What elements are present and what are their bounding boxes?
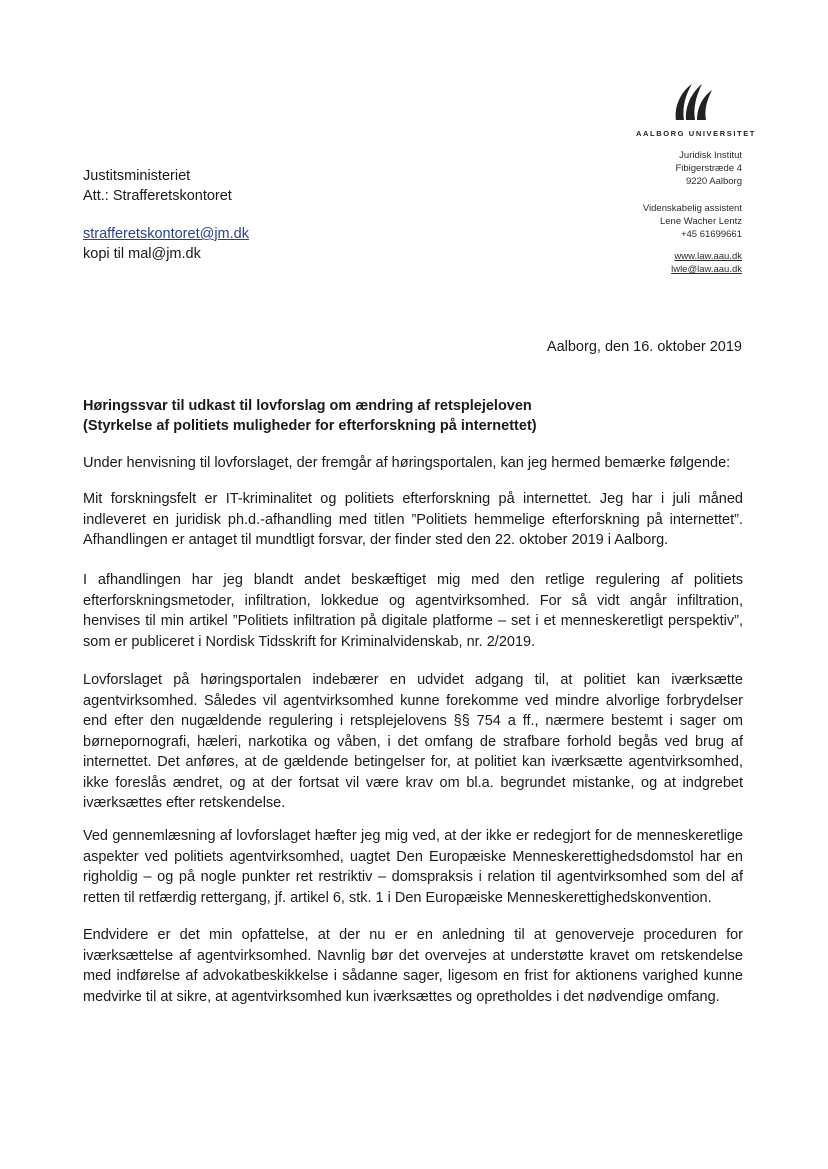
sender-email-link[interactable]: lwle@law.aau.dk	[671, 264, 742, 275]
website-link[interactable]: www.law.aau.dk	[674, 251, 742, 262]
recipient-email-link[interactable]: strafferetskontoret@jm.dk	[83, 226, 249, 242]
institute-name: Juridisk Institut	[679, 150, 742, 161]
institute-street: Fibigerstræde 4	[675, 163, 742, 174]
recipient-email-block	[83, 224, 249, 264]
letter-heading	[83, 396, 743, 436]
heading-line-1: Høringssvar til udkast til lovforslag om ændring af retsplejeloven	[83, 398, 532, 414]
sender-role: Videnskabelig assistent	[642, 203, 742, 214]
paragraph-3: I afhandlingen har jeg blandt andet beskæftiget mig med den retlige regulering af politiets efterforskningsmetoder, infiltration, lokkedue og agentvirksomhed. For så vidt angår infiltration, henvises til min artikel ”Politiets infiltration på digitale platforme – set i et menneskeretligt perspektiv”, som er publiceret i Nordisk Tidsskrift for Kriminalvidenskab, nr. 2/2019.	[83, 572, 743, 650]
institute-address	[560, 149, 742, 188]
sender-name: Lene Wacher Lentz	[659, 216, 742, 227]
university-name: AALBORG UNIVERSITET	[636, 129, 756, 138]
paragraph-1: Under henvisning til lovforslaget, der fremgår af høringsportalen, kan jeg hermed bemærke følgende:	[83, 455, 731, 471]
aau-logo-icon	[668, 78, 716, 122]
sender-phone: +45 61699661	[680, 229, 742, 240]
paragraph-4: Lovforslaget på høringsportalen indebærer en udvidet adgang til, at politiet kan iværksætte agentvirksomhed. Således vil agentvirksomhed kunne forekomme ved mindre alvorlige forbrydelser end efter den nugældende regulering i retsplejelovens §§ 754 a ff., nærmere bestemt i sager om børnepornografi, hæleri, narkotika og våben, i det omfang de strafbare forhold begås ved brug af internettet. Det anføres, at de gældende betingelser for, at politiet kan iværksætte agentvirksomhed, ikke foreslås ændret, og at der fortsat vil være krav om bl.a. begrundet mistanke, og at indgrebet iværksættes efter retskendelse.	[83, 672, 743, 811]
paragraph-2: Mit forskningsfelt er IT-kriminalitet og politiets efterforskning på internettet. Jeg har i juli måned indleveret en juridisk ph.d.-afhandling med titlen ”Politiets hemmelige efterforskning på internettet”. Afhandlingen er antaget til mundtligt forsvar, der finder sted den 22. oktober 2019 i Aalborg.	[83, 491, 743, 548]
copy-line: kopi til mal@jm.dk	[83, 246, 201, 262]
recipient-attention: Att.: Strafferetskontoret	[83, 188, 232, 204]
recipient-block	[83, 166, 232, 206]
paragraph-6: Endvidere er det min opfattelse, at der nu er en anledning til at genoverveje proceduren for iværksættelse af agentvirksomhed. Navnlig bør det overvejes at understøtte kravet om retskendelse med indførelse af advokatbeskikkelse i sådanne sager, ligesom en frist for aktionens varighed kunne medvirke til at sikre, at agentvirksomhed kun iværksættes og opretholdes i det nødvendige omfang.	[83, 927, 743, 1005]
sender-contact	[560, 202, 742, 241]
heading-line-2: (Styrkelse af politiets muligheder for efterforskning på internettet)	[83, 418, 537, 434]
recipient-name: Justitsministeriet	[83, 168, 191, 184]
sender-links	[560, 250, 742, 276]
letter-date: Aalborg, den 16. oktober 2019	[546, 339, 742, 355]
institute-city: 9220 Aalborg	[686, 176, 742, 187]
paragraph-5: Ved gennemlæsning af lovforslaget hæfter jeg mig ved, at der ikke er redegjort for de menneskeretlige aspekter ved politiets agentvirksomhed, uagtet Den Europæiske Menneskerettighedsdomstol har en righoldig – og på nogle punkter ret restriktiv – domspraksis i relation til agentvirksomhed som del af retten til retfærdig rettergang, jf. artikel 6, stk. 1 i Den Europæiske Menneskerettighedskonvention.	[83, 828, 743, 906]
